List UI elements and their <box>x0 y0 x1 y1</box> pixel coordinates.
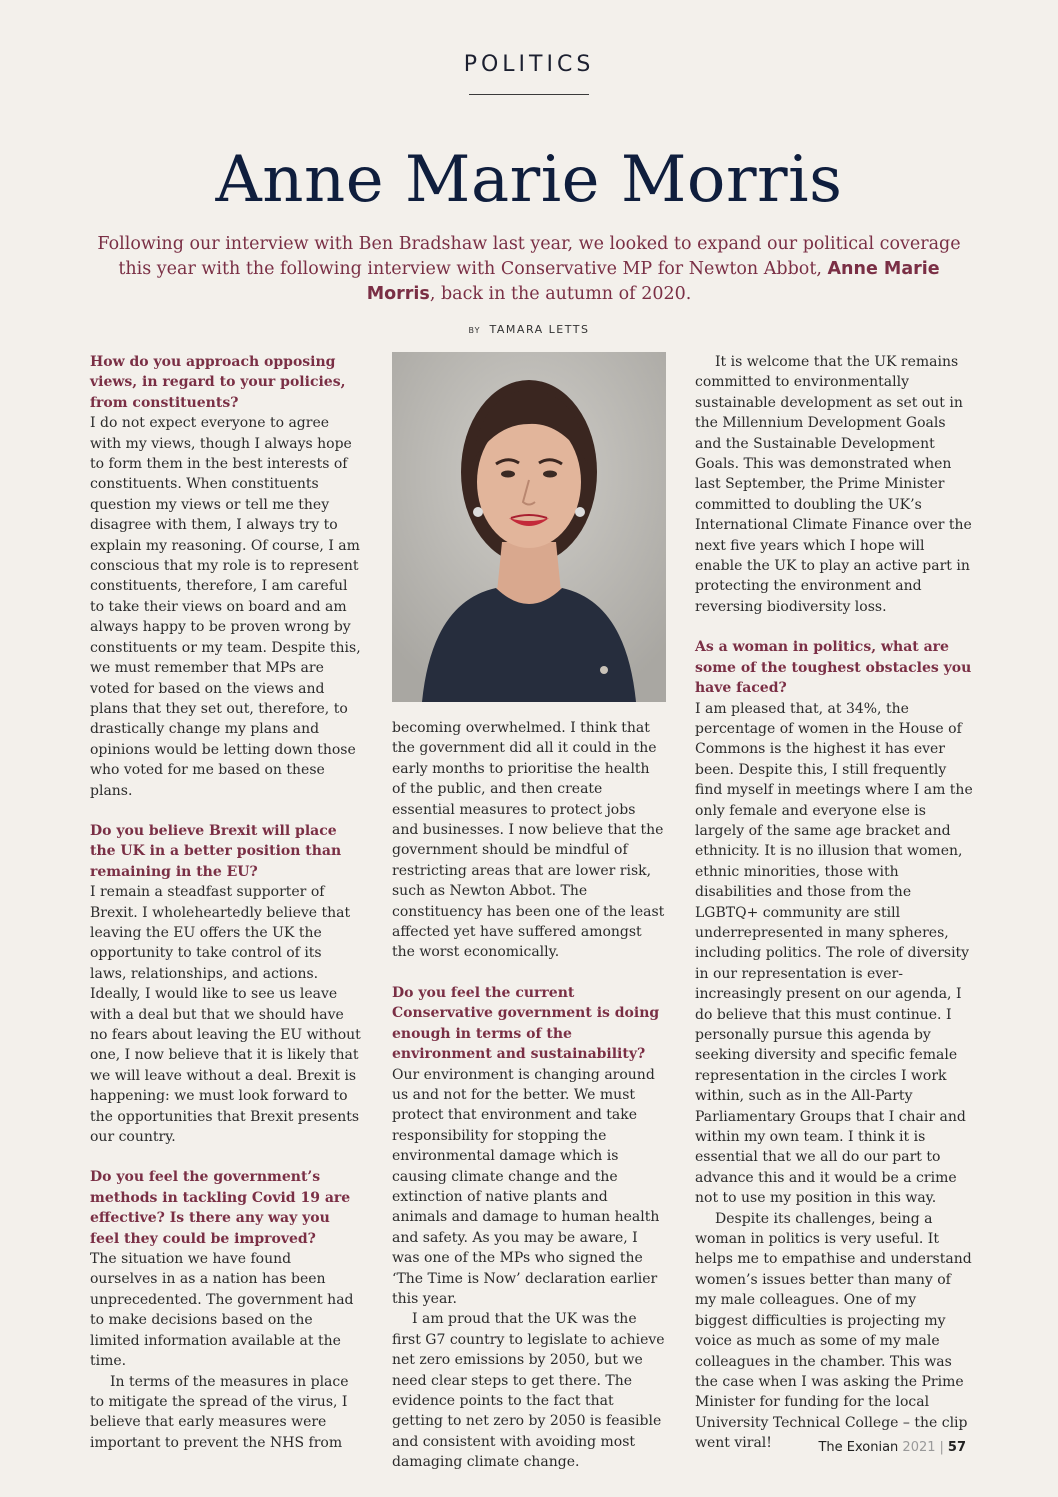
page-footer <box>818 1440 966 1455</box>
answer-paragraph: The situation we have found ourselves in as a nation has been unprecedented. The government had to make decisions based on the limited information available at the time. <box>90 1251 354 1370</box>
intro-name: Anne Marie Morris <box>366 259 940 304</box>
answer-paragraph: I am proud that the UK was the first G7 country to legislate to achieve net zero emissions by 2050, but we need clear steps to get there. The evidence points to the fact that getting to net zero by 2050 is feasible and consistent with avoiding most damaging climate change. <box>392 1311 665 1471</box>
footer-separator: | <box>939 1440 944 1455</box>
intro-text-end: , back in the autumn of 2020. <box>429 284 692 304</box>
answer-paragraph: Despite its challenges, being a woman in politics is very useful. It helps me to empathise and understand women’s issues better than many of my male colleagues. One of my biggest difficulties is projecting my voice as much as some of my male colleagues in the chamber. This was the case when I was asking the Prime Minister for funding for the local University Technical College – the clip went viral! <box>695 1210 972 1452</box>
portrait-photo <box>392 352 666 702</box>
article-column-1 <box>90 352 362 1453</box>
answer-paragraph: Our environment is changing around us and not for the better. We must protect that environment and take responsibility for stopping the environmental damage which is causing climate change and the extinction of native plants and animals and damage to human health and safety. As you may be aware, I was one of the MPs who signed the ‘The Time is Now’ declaration earlier this year. <box>392 1066 660 1307</box>
publication-name: The Exonian <box>818 1440 899 1455</box>
byline-author: TAMARA LETTS <box>489 323 590 336</box>
question-heading: Do you feel the current Conservative government is doing enough in terms of the environment and sustainability? <box>392 984 660 1063</box>
article-intro <box>90 232 968 307</box>
answer-paragraph: It is welcome that the UK remains committed to environmentally sustainable development as set out in the Millennium Development Goals and the Sustainable Development Goals. This was demonstrated when last September, the Prime Minister committed to doubling the UK’s International Climate Finance over the next five years which I hope will enable the UK to play an active part in protecting the environment and reversing biodiversity loss. <box>695 354 972 615</box>
section-divider <box>469 94 589 95</box>
publication-year: 2021 <box>902 1440 936 1455</box>
page-number: 57 <box>947 1440 966 1455</box>
question-heading: Do you believe Brexit will place the UK in a better position than remaining in the EU? <box>90 822 342 880</box>
answer-paragraph: In terms of the measures in place to mitigate the spread of the virus, I believe that early measures were important to prevent the NHS from <box>90 1373 349 1451</box>
answer-paragraph: I remain a steadfast supporter of Brexit. I wholeheartedly believe that leaving the EU offers the UK the opportunity to take control of its laws, relationships, and actions. Ideally, I would like to see us leave with a deal but that we should have no fears about leaving the EU without one, I now believe that it is likely that we will leave without a deal. Brexit is happening: we must look forward to the opportunities that Brexit presents our country. <box>90 884 361 1146</box>
question-heading: Do you feel the government’s methods in tackling Covid 19 are effective? Is there any way you feel they could be improved? <box>90 1169 351 1247</box>
answer-paragraph: I am pleased that, at 34%, the percentage of women in the House of Commons is the highest it has ever been. Despite this, I still frequently find myself in meetings where I am the only female and everyone else is largely of the same age bracket and ethnicity. It is no illusion that women, ethnic minorities, those with disabilities and those from the LGBTQ+ community are still underrepresented in many spheres, including politics. The role of diversity in our representation is ever-increasingly present on our agenda, I do believe that this must continue. I personally pursue this agenda by seeking diversity and specific female representation in the circles I work within, such as in the All-Party Parliamentary Groups that I chair and within my own team. I think it is essential that we all do our part to advance this and it would be a crime not to use my position in this way. <box>695 700 973 1207</box>
section-label: POLITICS <box>463 52 595 77</box>
article-title: Anne Marie Morris <box>215 143 843 217</box>
byline-by: BY <box>468 326 481 335</box>
answer-paragraph: I do not expect everyone to agree with my views, though I always hope to form them in the best interests of constituents. When constituents question my views or tell me they disagree with them, I always try to explain my reasoning. Of course, I am conscious that my role is to represent constituents, therefore, I am careful to take their views on board and am always happy to be proven wrong by constituents or my team. Despite this, we must remember that MPs are voted for based on the views and plans that they set out, therefore, to drastically change my plans and opinions would be letting down those who voted for me based on these plans. <box>90 415 361 799</box>
question-heading: How do you approach opposing views, in regard to your policies, from constituents? <box>90 354 346 411</box>
answer-paragraph: becoming overwhelmed. I think that the government did all it could in the early months to prioritise the health of the public, and then create essential measures to protect jobs and businesses. I now believe that the government should be mindful of restricting areas that are lower risk, such as Newton Abbot. The constituency has been one of the least affected yet have suffered amongst the worst economically. <box>392 720 665 961</box>
article-column-3 <box>695 352 973 1454</box>
article-column-2 <box>392 352 666 1473</box>
portrait-illustration <box>392 352 666 702</box>
intro-text-start: Following our interview with Ben Bradshaw last year, we looked to expand our political coverage this year with the following interview with Conservative MP for Newton Abbot, <box>97 234 961 279</box>
byline <box>0 318 1058 337</box>
question-heading: As a woman in politics, what are some of the toughest obstacles you have faced? <box>695 639 972 697</box>
